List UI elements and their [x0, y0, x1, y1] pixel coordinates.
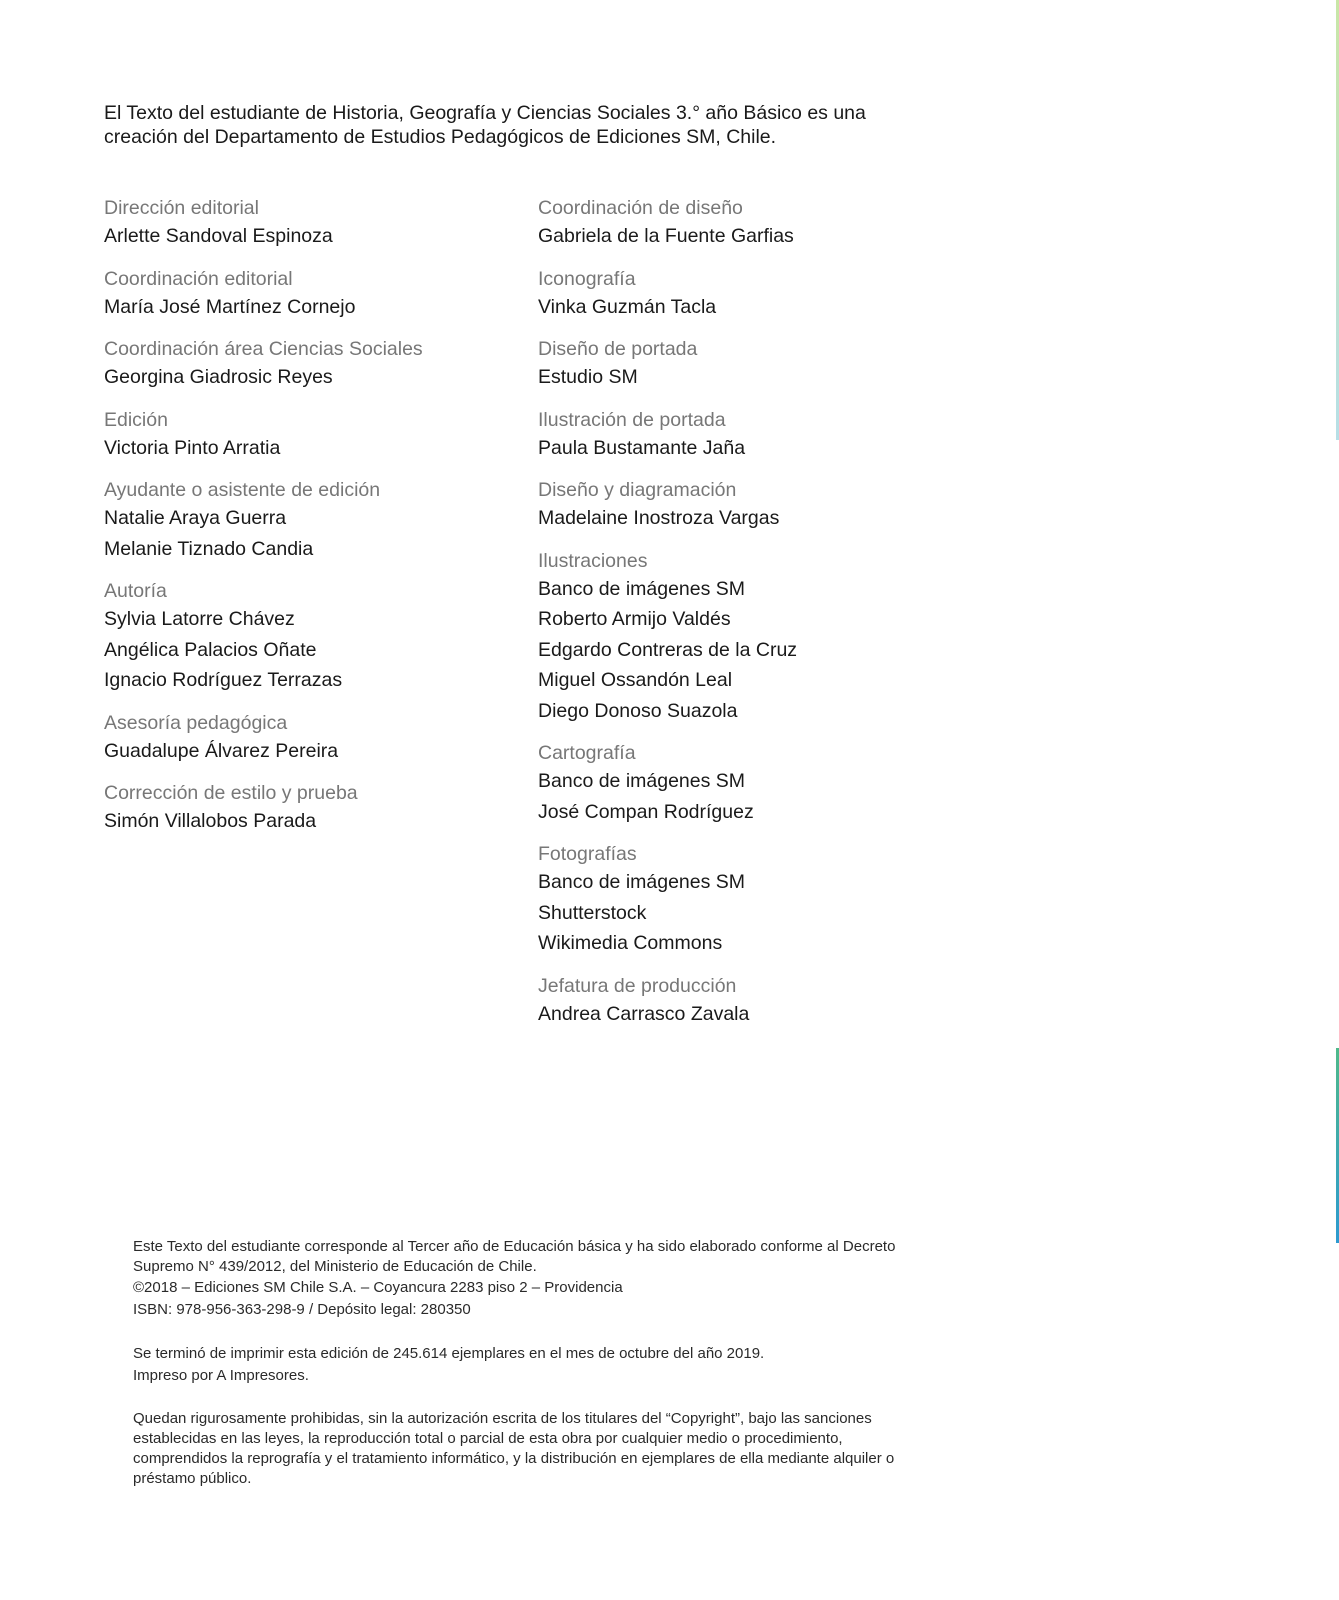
printing-note: Se terminó de imprimir esta edición de 245.614 ejemplares en el mes de octubre del año 2019.: [133, 1345, 765, 1362]
copyright-line: ©2018 – Ediciones SM Chile S.A. – Coyancura 2283 piso 2 – Providencia: [133, 1279, 623, 1296]
credit-group: [104, 267, 524, 323]
credit-role: Ilustración de portada: [538, 408, 726, 431]
credit-person: Edgardo Contreras de la Cruz: [538, 638, 798, 661]
credit-person: Ignacio Rodríguez Terrazas: [104, 669, 343, 691]
credit-role: Diseño de portada: [538, 338, 698, 360]
credit-role: Coordinación de diseño: [538, 197, 743, 219]
credit-role: Corrección de estilo y prueba: [104, 782, 358, 804]
credit-person: José Compan Rodríguez: [538, 800, 754, 823]
credit-person: Paula Bustamante Jaña: [538, 436, 746, 459]
credit-person: Vinka Guzmán Tacla: [538, 295, 717, 318]
credit-person: Estudio SM: [538, 366, 638, 388]
credit-person: Angélica Palacios Oñate: [104, 638, 317, 661]
credit-group: [104, 711, 524, 767]
credit-role: Ilustraciones: [538, 549, 648, 572]
credit-group: [538, 974, 958, 1030]
credit-role: Coordinación área Ciencias Sociales: [104, 338, 423, 360]
credit-person: Victoria Pinto Arratia: [104, 436, 281, 459]
credit-person: Shutterstock: [538, 901, 647, 924]
credit-person: Sylvia Latorre Chávez: [104, 608, 295, 630]
credit-person: Diego Donoso Suazola: [538, 699, 738, 722]
credit-person: Gabriela de la Fuente Garfias: [538, 225, 794, 247]
imprint-footer: [133, 1237, 913, 1489]
credit-group: [538, 549, 958, 727]
credit-role: Asesoría pedagógica: [104, 711, 288, 734]
credit-person: Madelaine Inostroza Vargas: [538, 507, 780, 529]
credit-person: Simón Villalobos Parada: [104, 810, 317, 832]
credits-right-column: [538, 196, 958, 1044]
credit-group: [104, 579, 524, 696]
credit-role: Jefatura de producción: [538, 974, 737, 997]
credit-person: Georgina Giadrosic Reyes: [104, 366, 333, 388]
printer-note: Impreso por A Impresores.: [133, 1367, 309, 1384]
credits-left-column: [104, 196, 524, 852]
credit-group: [104, 337, 524, 393]
credit-person: Banco de imágenes SM: [538, 871, 746, 893]
credit-role: Ayudante o asistente de edición: [104, 479, 381, 501]
credit-role: Coordinación editorial: [104, 267, 293, 290]
credit-person: Andrea Carrasco Zavala: [538, 1002, 750, 1025]
credit-role: Autoría: [104, 580, 167, 602]
credit-role: Dirección editorial: [104, 197, 259, 219]
isbn-line: ISBN: 978-956-363-298-9 / Depósito legal: 280350: [133, 1301, 471, 1318]
credit-person: Banco de imágenes SM: [538, 770, 746, 792]
credit-role: Diseño y diagramación: [538, 479, 737, 501]
credit-group: [538, 842, 958, 959]
credit-group: [104, 781, 524, 837]
credit-person: Miguel Ossandón Leal: [538, 669, 733, 691]
credit-group: [538, 196, 958, 252]
credit-person: Roberto Armijo Valdés: [538, 608, 731, 630]
credit-person: Guadalupe Álvarez Pereira: [104, 739, 339, 762]
credit-person: Melanie Tiznado Candia: [104, 537, 314, 560]
credit-group: [104, 408, 524, 464]
decree-note: Este Texto del estudiante corresponde al Tercer año de Educación básica y ha sido elaborado conforme al Decreto Supremo N° 439/2012, del Ministerio de Educación de Chile.: [133, 1238, 896, 1275]
credit-person: Banco de imágenes SM: [538, 577, 746, 600]
credit-group: [538, 478, 958, 534]
credit-group: [538, 741, 958, 827]
legal-notice: Quedan rigurosamente prohibidas, sin la autorización escrita de los titulares del “Copyright”, bajo las sanciones establecidas en las leyes, la reproducción total o parcial de esta obra por cualquier medio o procedimiento, comprendidos la reprografía y el tratamiento informático, y la distribución en ejemplares de ella mediante alquiler o préstamo público.: [133, 1410, 895, 1487]
credit-role: Fotografías: [538, 843, 637, 865]
credit-role: Iconografía: [538, 267, 636, 290]
intro-paragraph: El Texto del estudiante de Historia, Geografía y Ciencias Sociales 3.° año Básico es una creación del Departamento de Estudios Pedagógicos de Ediciones SM, Chile.: [104, 102, 866, 148]
credit-group: [538, 337, 958, 393]
credit-person: Wikimedia Commons: [538, 932, 723, 954]
credit-role: Cartografía: [538, 742, 636, 764]
credit-group: [104, 196, 524, 252]
credit-person: Arlette Sandoval Espinoza: [104, 225, 333, 247]
credit-person: Natalie Araya Guerra: [104, 507, 287, 529]
credit-group: [538, 267, 958, 323]
credit-person: María José Martínez Cornejo: [104, 295, 356, 318]
credit-role: Edición: [104, 408, 168, 431]
credit-group: [104, 478, 524, 564]
credit-group: [538, 408, 958, 464]
